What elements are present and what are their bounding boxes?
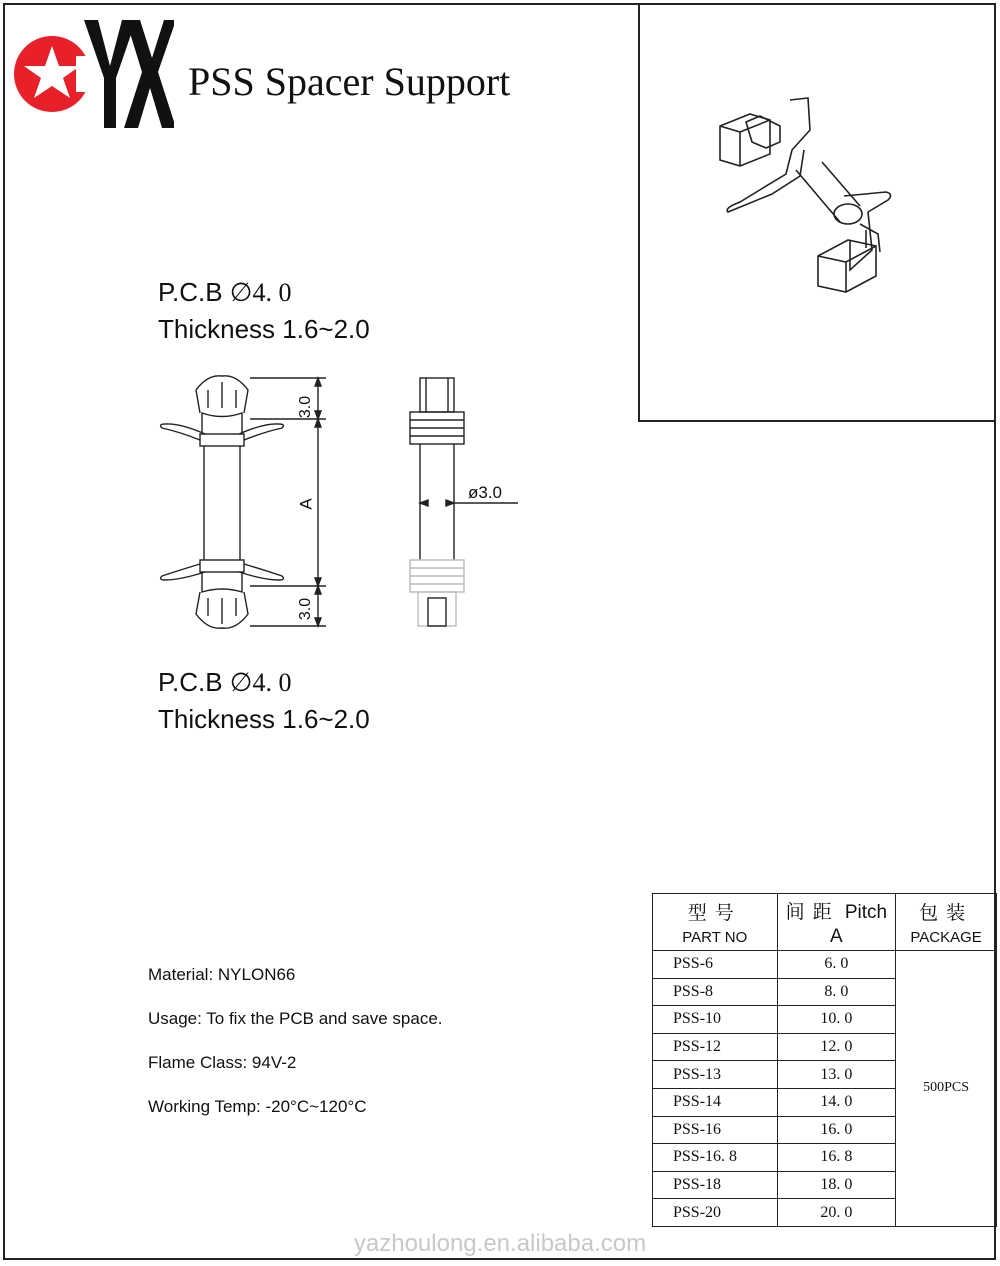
header-package-en: PACKAGE [910,929,982,946]
table-row [653,951,997,979]
pcb-bottom-thickness: Thickness 1.6~2.0 [158,704,370,734]
part-number-cell: PSS-13 [653,1061,778,1089]
parts-table [652,893,997,1227]
spec-usage: Usage: To fix the PCB and save space. [148,1009,443,1028]
spec-working-temp: Working Temp: -20°C~120°C [148,1097,367,1116]
pitch-cell: 6. 0 [777,951,896,979]
pcb-bottom-spec [158,667,291,698]
part-number-cell: PSS-14 [653,1088,778,1116]
header-part-en: PART NO [682,929,748,946]
spec-flame-class: Flame Class: 94V-2 [148,1053,297,1072]
header-part-no [653,894,778,951]
pcb-top-thickness: Thickness 1.6~2.0 [158,314,370,344]
header-pitch-en: Pitch [844,901,888,923]
dim-diameter-label: ø3.0 [468,483,503,502]
part-number-cell: PSS-8 [653,978,778,1006]
pitch-cell: 18. 0 [777,1171,896,1199]
header-pitch [777,894,896,951]
pitch-cell: 16. 8 [777,1144,896,1172]
spec-material: Material: NYLON66 [148,965,296,984]
part-number-cell: PSS-12 [653,1033,778,1061]
part-number-cell: PSS-6 [653,951,778,979]
pitch-cell: 20. 0 [777,1199,896,1227]
part-number-cell: PSS-20 [653,1199,778,1227]
dim-a-label: A [296,498,316,510]
pcb-top-hole: ∅4. 0 [229,278,292,307]
part-number-cell: PSS-16 [653,1116,778,1144]
watermark: yazhoulong.en.alibaba.com [353,1230,647,1257]
cyx-logo [14,16,174,132]
pcb-top-spec [158,277,291,308]
isometric-view [700,90,910,310]
pitch-cell: 8. 0 [777,978,896,1006]
package-cell: 500PCS [896,951,997,1227]
header-pitch-cn: 间距 [785,900,840,923]
dim-bottom-label: 3.0 [297,597,315,621]
pitch-cell: 14. 0 [777,1088,896,1116]
pitch-cell: 16. 0 [777,1116,896,1144]
upper-left-arm [161,424,205,440]
header-package-cn: 包装 [919,902,974,924]
pcb-top-label: P.C.B [158,277,223,307]
pitch-cell: 12. 0 [777,1033,896,1061]
part-number-cell: PSS-10 [653,1006,778,1034]
page-title: PSS Spacer Support [188,59,511,104]
table-header-row [653,894,997,951]
header-package [896,894,997,951]
pitch-cell: 13. 0 [777,1061,896,1089]
spacer-technical-drawing [150,368,530,638]
header-part-cn: 型号 [687,902,742,924]
part-number-cell: PSS-18 [653,1171,778,1199]
pcb-bottom-label: P.C.B [158,667,223,697]
pitch-cell: 10. 0 [777,1006,896,1034]
part-number-cell: PSS-16. 8 [653,1144,778,1172]
header-pitch-a: A [830,925,843,947]
pcb-bottom-hole: ∅4. 0 [229,668,292,697]
upper-right-arm [239,424,283,440]
dim-top-label: 3.0 [297,395,315,419]
